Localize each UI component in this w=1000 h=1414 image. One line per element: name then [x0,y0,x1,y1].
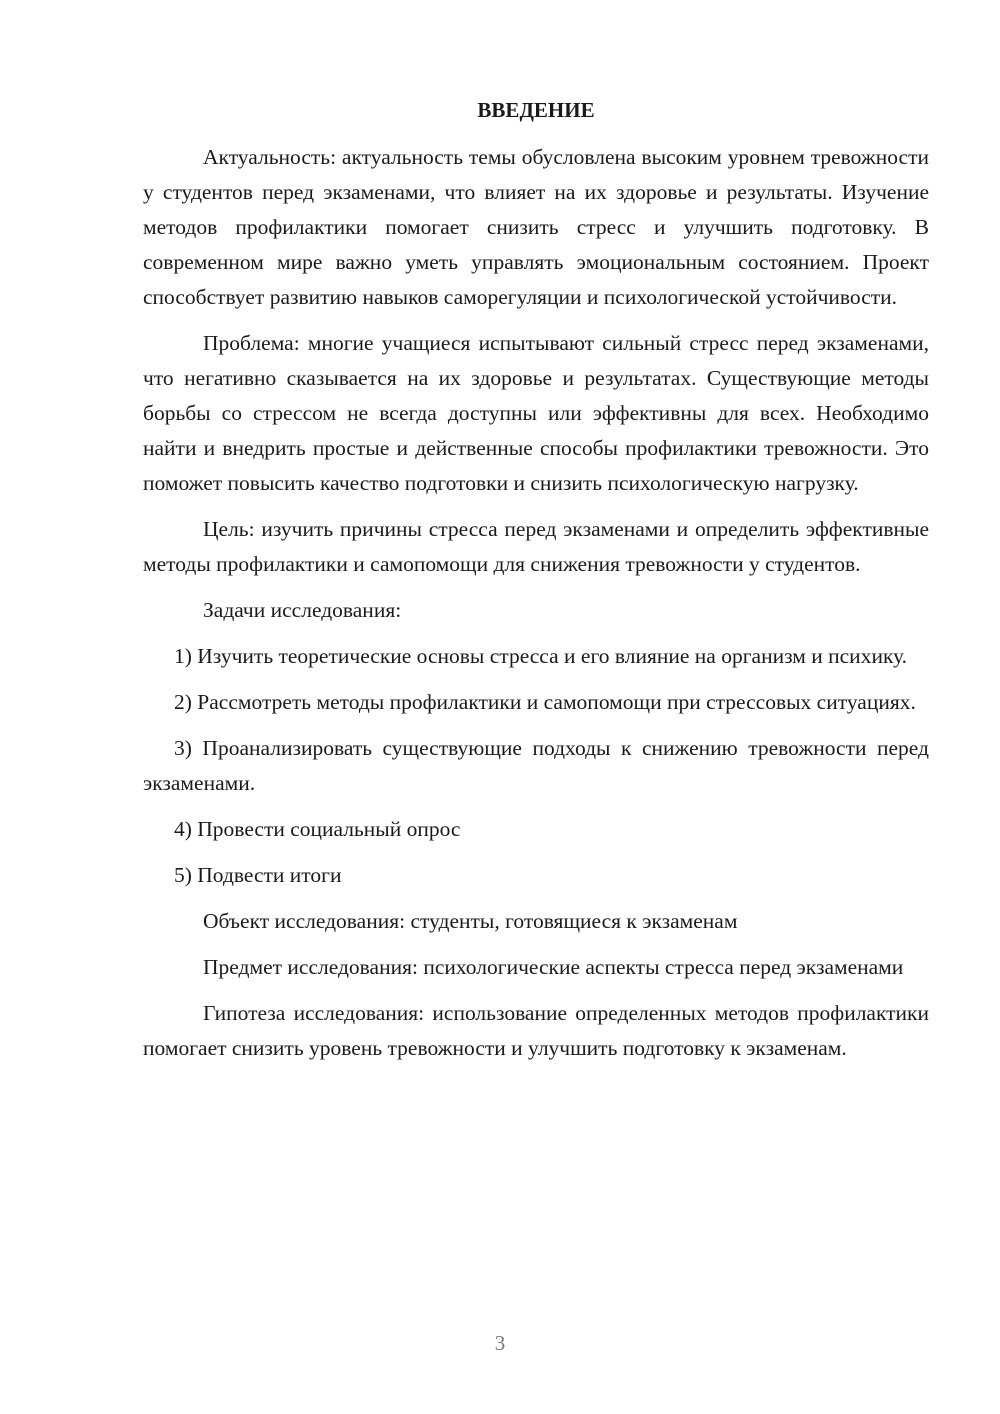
page-number: 3 [494,1331,506,1355]
document-page [143,92,929,1077]
task-item-5: 5) Подвести итоги [174,863,342,887]
task-item-3: 3) Проанализировать существующие подходы к снижению тревожности перед экзаменами. [143,736,929,795]
goal-paragraph: Цель: изучить причины стресса перед экзаменами и определить эффективные методы профилактики и самопомощи для снижения тревожности у студентов. [143,517,929,576]
subject-paragraph: Предмет исследования: психологические аспекты стресса перед экзаменами [203,955,904,979]
task-item-1: 1) Изучить теоретические основы стресса и его влияние на организм и психику. [174,644,908,668]
problem-paragraph: Проблема: многие учащиеся испытывают сильный стресс перед экзаменами, что негативно сказывается на их здоровье и результатах. Существующие методы борьбы со стрессом не всегда доступны или эффективны для всех. Необходимо найти и внедрить простые и действенные способы профилактики тревожности. Это поможет повысить качество подготовки и снизить психологическую нагрузку. [143,331,929,495]
hypothesis-paragraph: Гипотеза исследования: использование определенных методов профилактики помогает снизить уровень тревожности и улучшить подготовку к экзаменам. [143,1001,929,1060]
task-item-4: 4) Провести социальный опрос [174,817,461,841]
section-title: ВВЕДЕНИЕ [477,98,595,122]
task-item-2: 2) Рассмотреть методы профилактики и самопомощи при стрессовых ситуациях. [174,690,916,714]
object-paragraph: Объект исследования: студенты, готовящиеся к экзаменам [203,909,738,933]
tasks-heading: Задачи исследования: [203,598,402,622]
relevance-paragraph: Актуальность: актуальность темы обусловлена высоким уровнем тревожности у студентов перед экзаменами, что влияет на их здоровье и результаты. Изучение методов профилактики помогает снизить стресс и улучшить подготовку. В современном мире важно уметь управлять эмоциональным состоянием. Проект способствует развитию навыков саморегуляции и психологической устойчивости. [143,145,929,309]
